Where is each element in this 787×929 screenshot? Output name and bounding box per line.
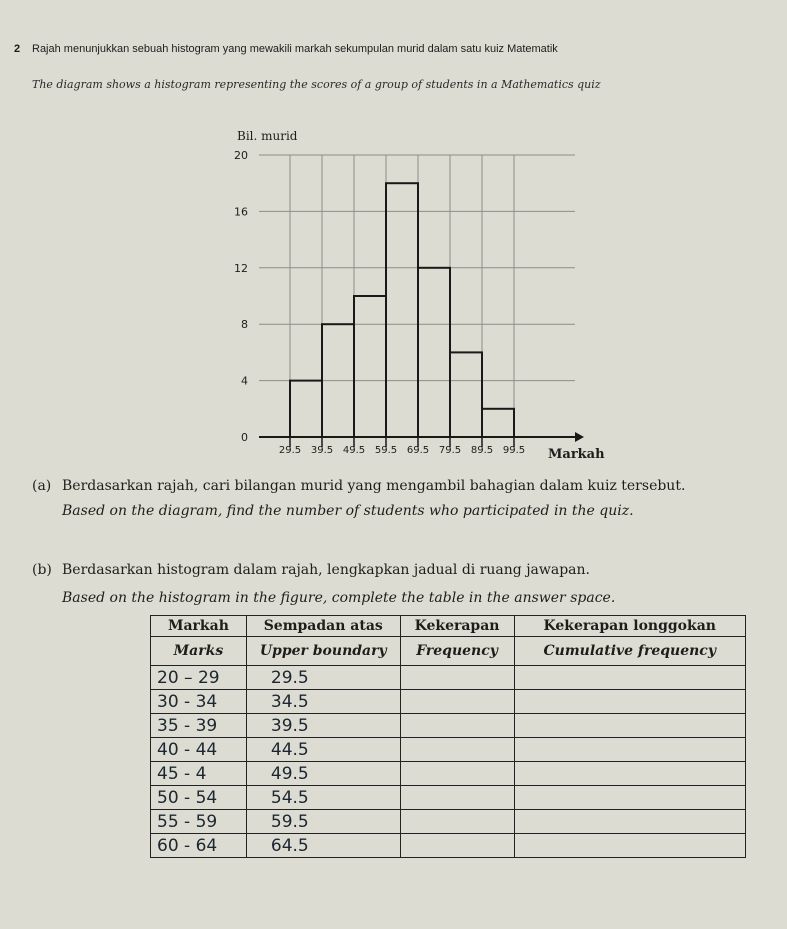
table-row	[151, 738, 746, 762]
upper-boundary-cell: 59.5	[246, 810, 400, 834]
y-axis-title: Bil. murid	[237, 129, 298, 143]
upper-boundary-cell: 39.5	[246, 714, 400, 738]
frequency-cell[interactable]	[400, 666, 514, 690]
answer-table	[150, 615, 746, 858]
header-marks: Markah	[151, 616, 247, 637]
frequency-cell[interactable]	[400, 762, 514, 786]
upper-boundary-cell: 34.5	[246, 690, 400, 714]
question-number: 2	[14, 43, 21, 55]
table-row	[151, 834, 746, 858]
histogram-bar	[290, 381, 322, 437]
table-header-malay	[151, 616, 746, 637]
cumulative-frequency-cell[interactable]	[514, 714, 746, 738]
chart-bars	[290, 183, 514, 437]
x-tick-label: 69.5	[406, 445, 430, 456]
marks-cell: 30 - 34	[151, 690, 247, 714]
table-row	[151, 690, 746, 714]
cumulative-frequency-cell[interactable]	[514, 666, 746, 690]
frequency-cell[interactable]	[400, 786, 514, 810]
marks-cell: 35 - 39	[151, 714, 247, 738]
frequency-cell[interactable]	[400, 690, 514, 714]
y-tick-label: 4	[241, 374, 248, 388]
cumulative-frequency-cell[interactable]	[514, 690, 746, 714]
y-tick-label: 20	[234, 149, 248, 162]
upper-boundary-cell: 29.5	[246, 666, 400, 690]
marks-cell: 45 - 4	[151, 762, 247, 786]
marks-cell: 60 - 64	[151, 834, 247, 858]
header-marks-english: Marks	[151, 637, 247, 666]
x-tick-label: 39.5	[310, 445, 334, 456]
y-tick-label: 16	[234, 205, 248, 219]
table-row	[151, 714, 746, 738]
histogram-bar	[354, 296, 386, 437]
part-b-malay: Berdasarkan histogram dalam rajah, lengkapkan jadual di ruang jawapan.	[62, 562, 590, 578]
part-a-english: Based on the diagram, find the number of students who participated in the quiz.	[62, 503, 634, 519]
x-tick-label: 49.5	[342, 445, 366, 456]
upper-boundary-cell: 64.5	[246, 834, 400, 858]
x-tick-label: 99.5	[502, 445, 526, 456]
frequency-cell[interactable]	[400, 714, 514, 738]
histogram-bar	[482, 409, 514, 437]
table-row	[151, 666, 746, 690]
upper-boundary-cell: 49.5	[246, 762, 400, 786]
y-tick-label: 12	[234, 261, 248, 275]
cumulative-frequency-cell[interactable]	[514, 738, 746, 762]
x-tick-label: 29.5	[278, 445, 302, 456]
cumulative-frequency-cell[interactable]	[514, 834, 746, 858]
x-tick-label: 59.5	[374, 445, 398, 456]
x-axis-arrow	[575, 432, 584, 442]
upper-boundary-cell: 44.5	[246, 738, 400, 762]
header-upper-boundary: Sempadan atas	[246, 616, 400, 637]
x-axis-title: Markah	[548, 447, 605, 462]
table-row	[151, 786, 746, 810]
frequency-cell[interactable]	[400, 810, 514, 834]
marks-cell: 20 – 29	[151, 666, 247, 690]
part-b-label: (b)	[32, 562, 52, 578]
header-cumulative-frequency: Kekerapan longgokan	[514, 616, 746, 637]
part-a-label: (a)	[32, 478, 52, 494]
frequency-cell[interactable]	[400, 738, 514, 762]
histogram-bar	[450, 352, 482, 437]
upper-boundary-cell: 54.5	[246, 786, 400, 810]
marks-cell: 40 - 44	[151, 738, 247, 762]
marks-cell: 50 - 54	[151, 786, 247, 810]
cumulative-frequency-cell[interactable]	[514, 762, 746, 786]
table-row	[151, 810, 746, 834]
part-a-malay: Berdasarkan rajah, cari bilangan murid yang mengambil bahagian dalam kuiz tersebut.	[62, 478, 686, 494]
marks-cell: 55 - 59	[151, 810, 247, 834]
table-row	[151, 762, 746, 786]
header-frequency: Kekerapan	[400, 616, 514, 637]
x-tick-label: 79.5	[438, 445, 462, 456]
part-b-english: Based on the histogram in the figure, complete the table in the answer space.	[62, 590, 616, 606]
table-header-english	[151, 637, 746, 666]
y-tick-label: 0	[241, 431, 248, 444]
histogram-bar	[386, 183, 418, 437]
header-cumulative-frequency-english: Cumulative frequency	[514, 637, 746, 666]
question-text-english: The diagram shows a histogram representing the scores of a group of students in a Mathematics quiz	[32, 78, 601, 91]
frequency-cell[interactable]	[400, 834, 514, 858]
header-frequency-english: Frequency	[400, 637, 514, 666]
header-upper-boundary-english: Upper boundary	[246, 637, 400, 666]
x-tick-label: 89.5	[470, 445, 494, 456]
histogram-bar	[418, 268, 450, 437]
cumulative-frequency-cell[interactable]	[514, 786, 746, 810]
question-text-malay: Rajah menunjukkan sebuah histogram yang mewakili markah sekumpulan murid dalam satu kuiz Matematik	[32, 43, 558, 55]
y-tick-label: 8	[241, 318, 248, 332]
cumulative-frequency-cell[interactable]	[514, 810, 746, 834]
